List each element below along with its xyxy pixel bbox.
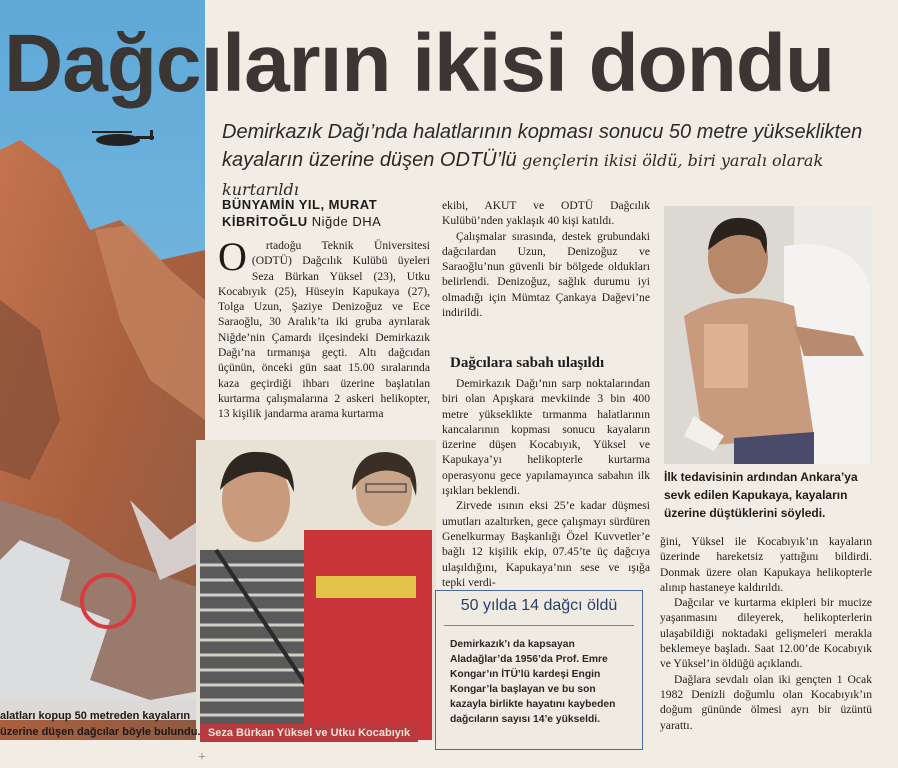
dropcap: O [218, 234, 247, 279]
article-column-2-top [442, 198, 650, 320]
article-column-2-bottom [442, 354, 650, 590]
byline-agency: Niğde DHA [311, 214, 382, 229]
section-subheading: Dağcılara sabah ulaşıldı [450, 355, 605, 371]
headline: Dağcıların ikisi dondu [4, 18, 835, 109]
article-column-1 [218, 234, 430, 422]
column2-p3: Demirkazık Dağı’nın sarp noktalarından biri olan Apışkara mevkiinde 3 bin 400 metre yükseklikte tırmanma halatlarının kancalarının kopması sonucu kayaların üzerine düşen Kocabıyık, Yüksel ve Kapukaya’yı helikopterle kurtarma operasyonu gece yapılamayınca sabahın ilk ışıkları beklendi. [442, 377, 650, 498]
column3-p3: Dağlara sevdalı olan iki gençten 1 Ocak 1982 Denizli doğumlu olan Kocabıyık’ın doğum gününde ölmesi ayrı bir üzüntü yarattı. [660, 672, 872, 732]
column2-p1: ekibi, AKUT ve ODTÜ Dağcılık Kulübü’nden yaklaşık 40 kişi katıldı. [442, 199, 650, 228]
climbers-photo-caption: Seza Bürkan Yüksel ve Utku Kocabıyık [200, 724, 418, 742]
info-box-text: Demirkazık’ı da kapsayan Aladağlar’da 1956’da Prof. Emre Kongar’ın İTÜ’lü kardeşi Engin Kongar’la başlayan ve bu son kazayla birlikte hayatını kaybeden dağcıların sayısı 14’e yükseldi. [450, 639, 616, 725]
article-column-3 [660, 534, 872, 733]
subheadline [222, 118, 890, 204]
subheadline-line1: Demirkazık Dağı’nda halatlarının kopması sonucu 50 metre yükseklikten [222, 121, 863, 143]
info-box [435, 590, 643, 750]
byline-authors-1: BÜNYAMİN YIL, MURAT [222, 197, 378, 212]
column3-p1: ğini, Yüksel ile Kocabıyık’ın kayaların üzerinde hareketsiz yattığını bildirdi. Donmak üzere olan Kapukaya helikopterle alınıp hastaneye kaldırıldı. [660, 535, 872, 594]
mountain-photo-caption: alatları kopup 50 metreden kayaların üzerine düşen dağcılar böyle bulundu. [0, 710, 201, 738]
info-box-title: 50 yılda 14 dağcı öldü [460, 597, 618, 614]
byline-authors-2: KİBRİTOĞLU [222, 214, 308, 229]
info-box-divider [444, 625, 634, 626]
column2-p2: Çalışmalar sırasında, destek grubundaki dağcılardan Uzun, Denizoğuz ve Saraoğlu’nun güvenli bir bölgede oldukları belirlendi. Denizoğuz, sağlık durumu iyi olmadığı için Mümtaz Çankaya Dağevi’ne indirildi. [442, 229, 650, 320]
subheadline-line2-print: kayaların üzerine düşen ODTÜ’lü [222, 149, 523, 171]
patient-photo [664, 206, 872, 464]
column3-p2: Dağcılar ve kurtarma ekipleri bir mucize yaşanmasını dileyerek, helikopterlerin ulaşabildiği noktadaki gelişmeleri merakla beklemeye başladı. Saat 12.00’de Kocabıyık ve Yüksel’in öldüğü açıklandı. [660, 596, 872, 671]
climbers-photo [196, 440, 436, 740]
patient-photo-caption: İlk tedavisinin ardından Ankara’ya sevk edilen Kapukaya, kayaların üzerine düştüklerini söyledi. [664, 470, 858, 520]
subheadline-line2-handwritten: gençlerin ikisi öldü, biri yaralı olarak kurtarıldı [222, 151, 824, 199]
column1-text: rtadoğu Teknik Üniversitesi (ODTÜ) Dağcılık Kulübü üyeleri Seza Bürkan Yüksel (23), Utku Kocabıyık (25), Hüseyin Kapukaya (27), Tolga Uzun, Şaziye Denizoğuz ve Ece Saraoğlu, 30 Aralık’ta iki gruba ayrılarak Niğde’nin Çamardı ilçesindeki Demirkazık Dağı’na tırmanışa geçti. Altı dağcıdan üçünün, önceki gün saat 15.00 sıralarında kaza geçirdiği ihbarı üzerine başlatılan kurtarma çalışmalarına 2 askeri helikopter, 13 kişilik jandarma arama kurtarma [218, 239, 430, 421]
column2-p4: Zirvede ısının eksi 25’e kadar düşmesi umutları azaltırken, gece çalışmayı sürdüren Genelkurmay Başkanlığı Özel Kuvvetler’e bağlı 12 kişilik ekip, 07.45’te üç dağcıya ulaşıldığını, Kapukaya’nın sese ve ışığa tepki verdi- [442, 499, 650, 589]
byline [222, 196, 432, 230]
registration-mark-icon: + [198, 750, 206, 765]
